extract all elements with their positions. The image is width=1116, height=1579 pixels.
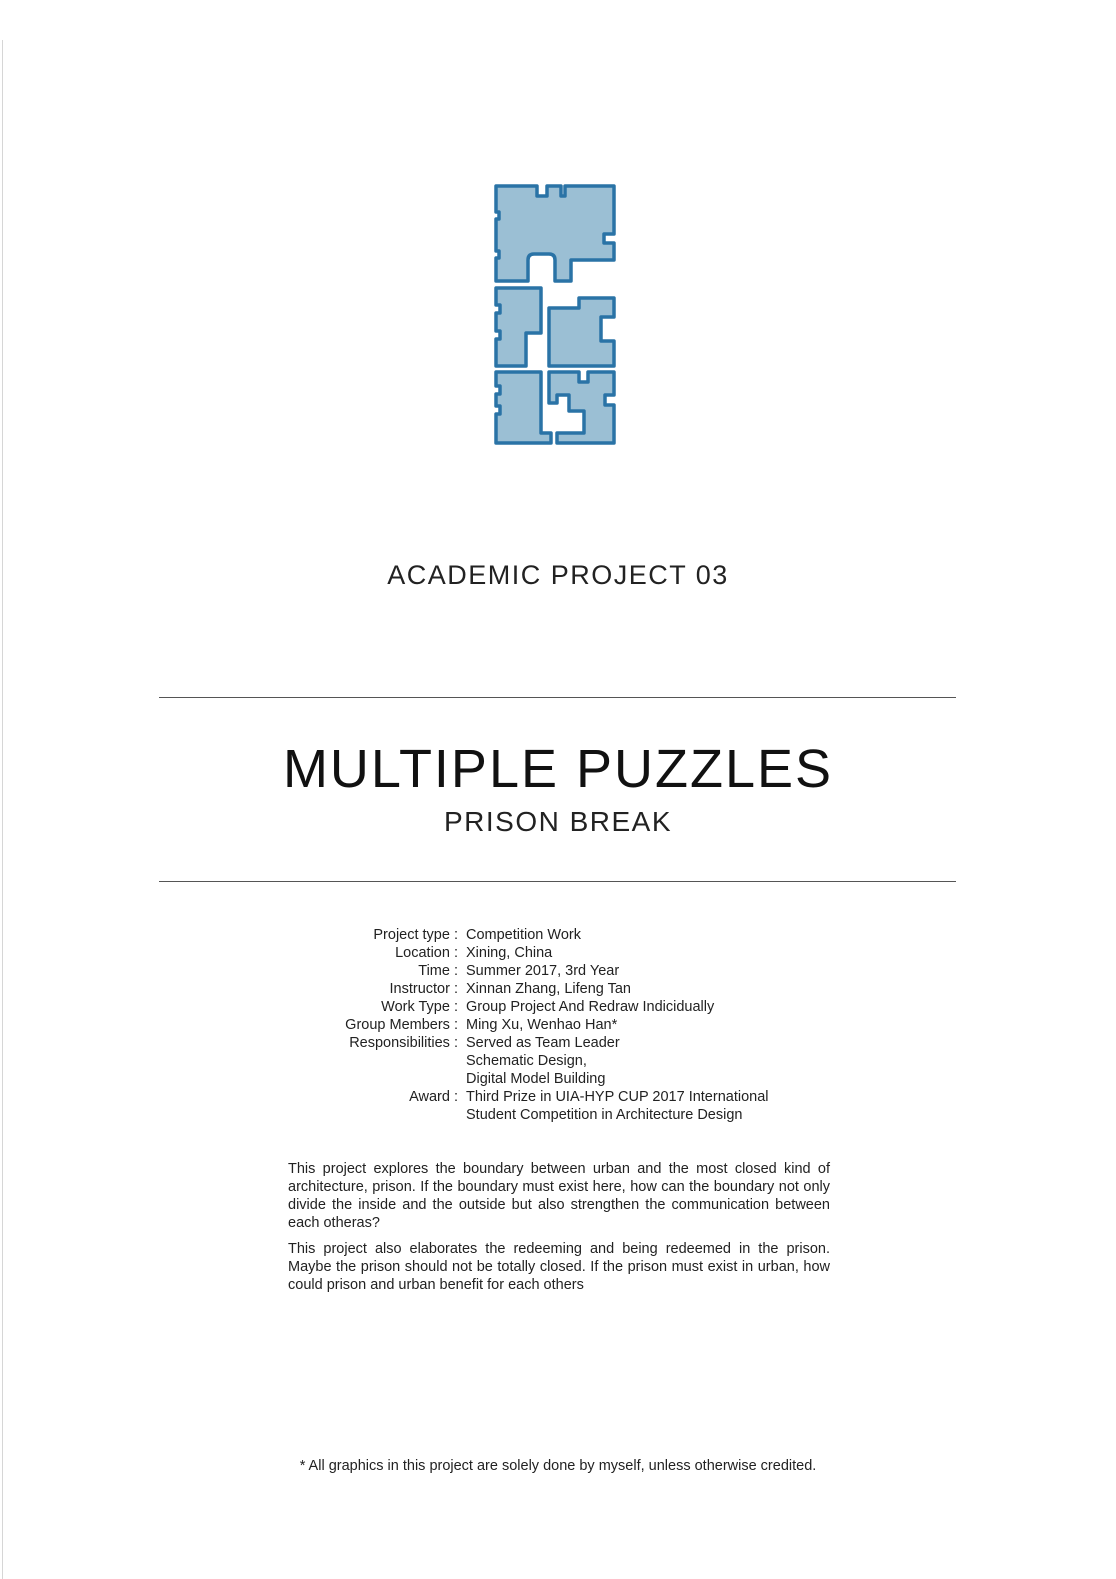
puzzle-piece-top (496, 186, 614, 281)
info-key (250, 1070, 466, 1088)
info-key: Time : (418, 963, 458, 979)
info-row (250, 944, 870, 962)
divider-top (159, 697, 956, 698)
info-value: Student Competition in Architecture Design (466, 1107, 743, 1123)
page-subtitle: PRISON BREAK (443, 806, 673, 837)
puzzle-piece-mid-left (496, 288, 541, 366)
info-key (250, 1052, 466, 1070)
info-value: Xining, China (466, 945, 553, 961)
info-value: Xinnan Zhang, Lifeng Tan (466, 981, 632, 997)
credit-footnote: * All graphics in this project are solely done by myself, unless otherwise credited. (299, 1458, 817, 1474)
info-value: Summer 2017, 3rd Year (466, 963, 620, 979)
info-key: Responsibilities : (349, 1035, 458, 1051)
info-row (250, 1016, 870, 1034)
info-row (250, 926, 870, 944)
page-title: MULTIPLE PUZZLES (282, 739, 834, 799)
description-paragraph: This project also elaborates the redeeming and being redeemed in the prison. Maybe the prison should not be totally closed. If the prison must exist in urban, how could prison and urban benefit for each others (288, 1241, 830, 1293)
puzzle-plan-icon (491, 181, 619, 447)
info-row (250, 1106, 870, 1124)
info-value: Schematic Design, (466, 1053, 587, 1069)
info-value: Competition Work (466, 927, 581, 943)
info-value: Third Prize in UIA-HYP CUP 2017 International (466, 1089, 769, 1105)
info-row (250, 962, 870, 980)
info-key: Group Members : (345, 1017, 458, 1033)
info-row (250, 1034, 870, 1052)
info-value: Served as Team Leader (466, 1035, 620, 1051)
puzzle-piece-bottom-left (496, 372, 551, 443)
description-paragraph: This project explores the boundary between urban and the most closed kind of architecture, prison. If the boundary must exist here, how can the boundary not only divide the inside and the outside but also strengthen the communication between each otheras? (288, 1161, 830, 1231)
info-value: Digital Model Building (466, 1071, 606, 1087)
project-label: ACADEMIC PROJECT 03 (387, 560, 729, 590)
info-key: Location : (395, 945, 458, 961)
info-row (250, 1052, 870, 1070)
info-row (250, 1070, 870, 1088)
info-value: Group Project And Redraw Indicidually (466, 999, 715, 1015)
info-row (250, 998, 870, 1016)
info-key: Award : (409, 1089, 458, 1105)
info-key: Instructor : (389, 981, 458, 997)
info-key: Work Type : (381, 999, 458, 1015)
project-description (288, 1160, 830, 1302)
project-info-list (250, 926, 870, 1124)
divider-bottom (159, 881, 956, 882)
info-key (250, 1106, 466, 1124)
info-value: Ming Xu, Wenhao Han* (466, 1017, 618, 1033)
puzzle-piece-mid-right (549, 298, 614, 366)
info-key: Project type : (373, 927, 458, 943)
puzzle-piece-bottom-right (549, 372, 614, 443)
info-row (250, 1088, 870, 1106)
info-row (250, 980, 870, 998)
